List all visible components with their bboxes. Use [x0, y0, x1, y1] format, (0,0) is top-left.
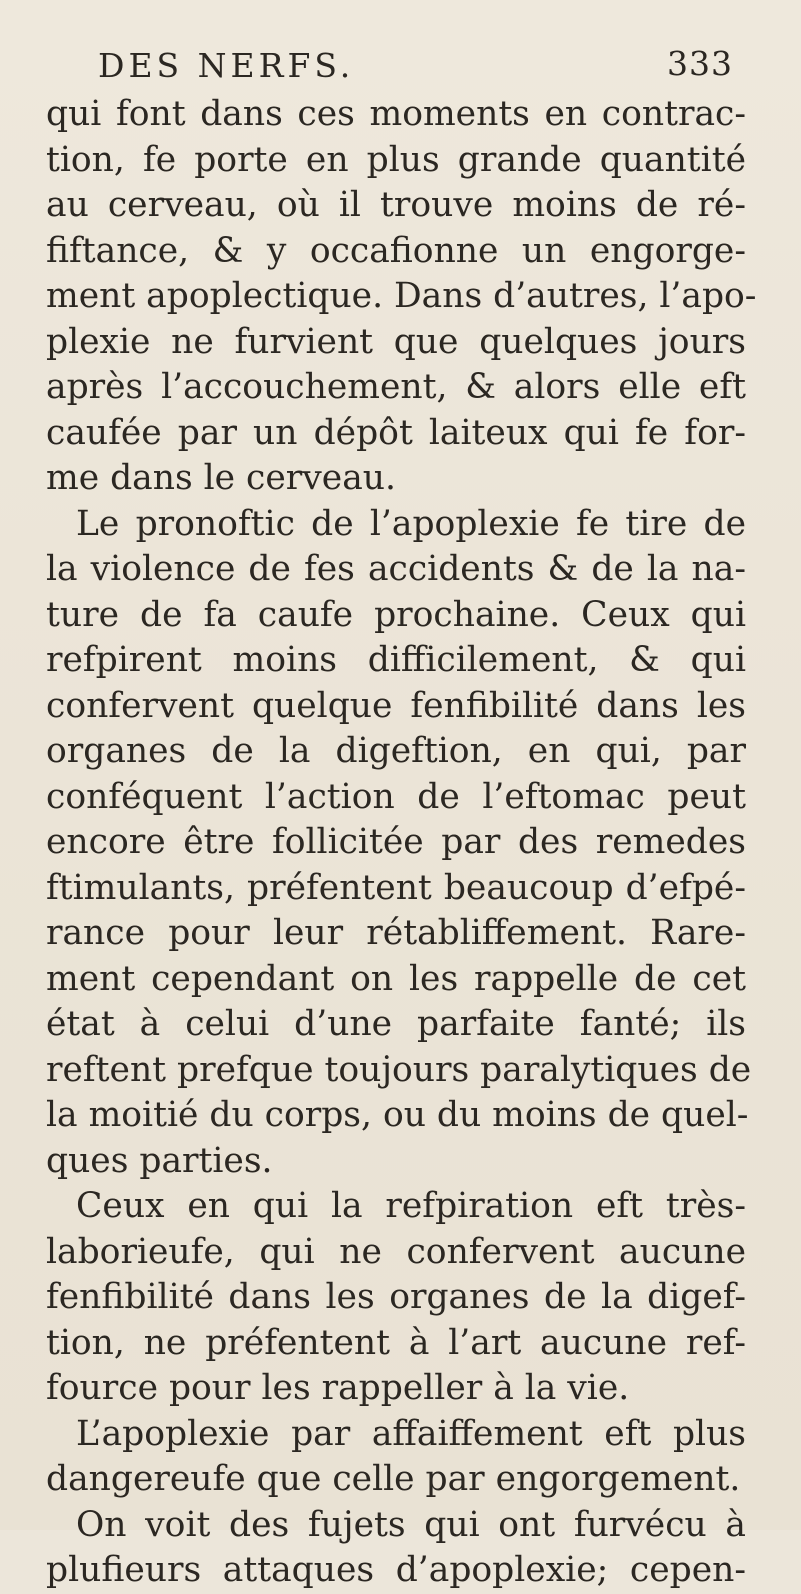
text-line: laborieufe, qui ne confervent aucune	[46, 1231, 746, 1272]
text-line: la violence de fes accidents & de la na-	[46, 549, 746, 589]
text-line: plexie ne furvient que quelques jours	[46, 321, 746, 362]
text-line: me dans le cerveau.	[46, 458, 396, 498]
text-line: organes de la digeftion, en qui, par	[46, 731, 746, 771]
text-line: fiftance, & y occafionne un engorge-	[46, 230, 746, 271]
text-line: ment cependant on les rappelle de cet	[46, 958, 746, 999]
running-head: DES NERFS.	[98, 46, 355, 85]
paragraph-first-line: L’apoplexie par affaiffement eft plus	[76, 1413, 746, 1454]
paragraph-first-line: On voit des fujets qui ont furvécu à	[76, 1504, 746, 1545]
text-line: ture de fa caufe prochaine. Ceux qui	[46, 594, 746, 635]
text-line: ftimulants, préfentent beaucoup d’efpé-	[46, 867, 746, 908]
text-line: la moitié du corps, ou du moins de quel-	[46, 1095, 749, 1135]
text-line: conféquent l’action de l’eftomac peut	[46, 776, 746, 817]
text-line: confervent quelque fenfibilité dans les	[46, 685, 746, 726]
text-line: après l’accouchement, & alors elle eft	[46, 367, 746, 407]
text-line: encore être follicitée par des remedes	[46, 822, 746, 862]
paragraph-first-line: Le pronoftic de l’apoplexie fe tire de	[76, 503, 746, 544]
text-line: rance pour leur rétabliffement. Rare-	[46, 913, 746, 953]
text-line: plufieurs attaques d’apoplexie; cepen-	[46, 1550, 746, 1590]
text-line: fenfibilité dans les organes de la digef-	[46, 1277, 746, 1317]
text-line: fource pour les rappeller à la vie.	[46, 1368, 630, 1408]
text-line: dangereufe que celle par engorgement.	[46, 1459, 741, 1499]
text-line: au cerveau, où il trouve moins de ré-	[46, 185, 746, 225]
paragraph-first-line: Ceux en qui la refpiration eft très-	[76, 1186, 746, 1226]
page-number: 333	[667, 44, 733, 83]
text-line: état à celui d’une parfaite fanté; ils	[46, 1004, 746, 1044]
text-line: qui font dans ces moments en contrac-	[46, 94, 746, 134]
text-line: refpirent moins difficilement, & qui	[46, 640, 746, 680]
text-line: ment apoplectique. Dans d’autres, l’apo-	[46, 276, 757, 316]
text-line: ques parties.	[46, 1140, 273, 1181]
text-line: reftent prefque toujours paralytiques de	[46, 1049, 752, 1090]
text-line: tion, fe porte en plus grande quantité	[46, 139, 746, 180]
text-line: caufée par un dépôt laiteux qui fe for-	[46, 412, 746, 453]
text-line: tion, ne préfentent à l’art aucune ref-	[46, 1322, 746, 1363]
body-text	[46, 92, 757, 1594]
page-header	[0, 40, 801, 90]
